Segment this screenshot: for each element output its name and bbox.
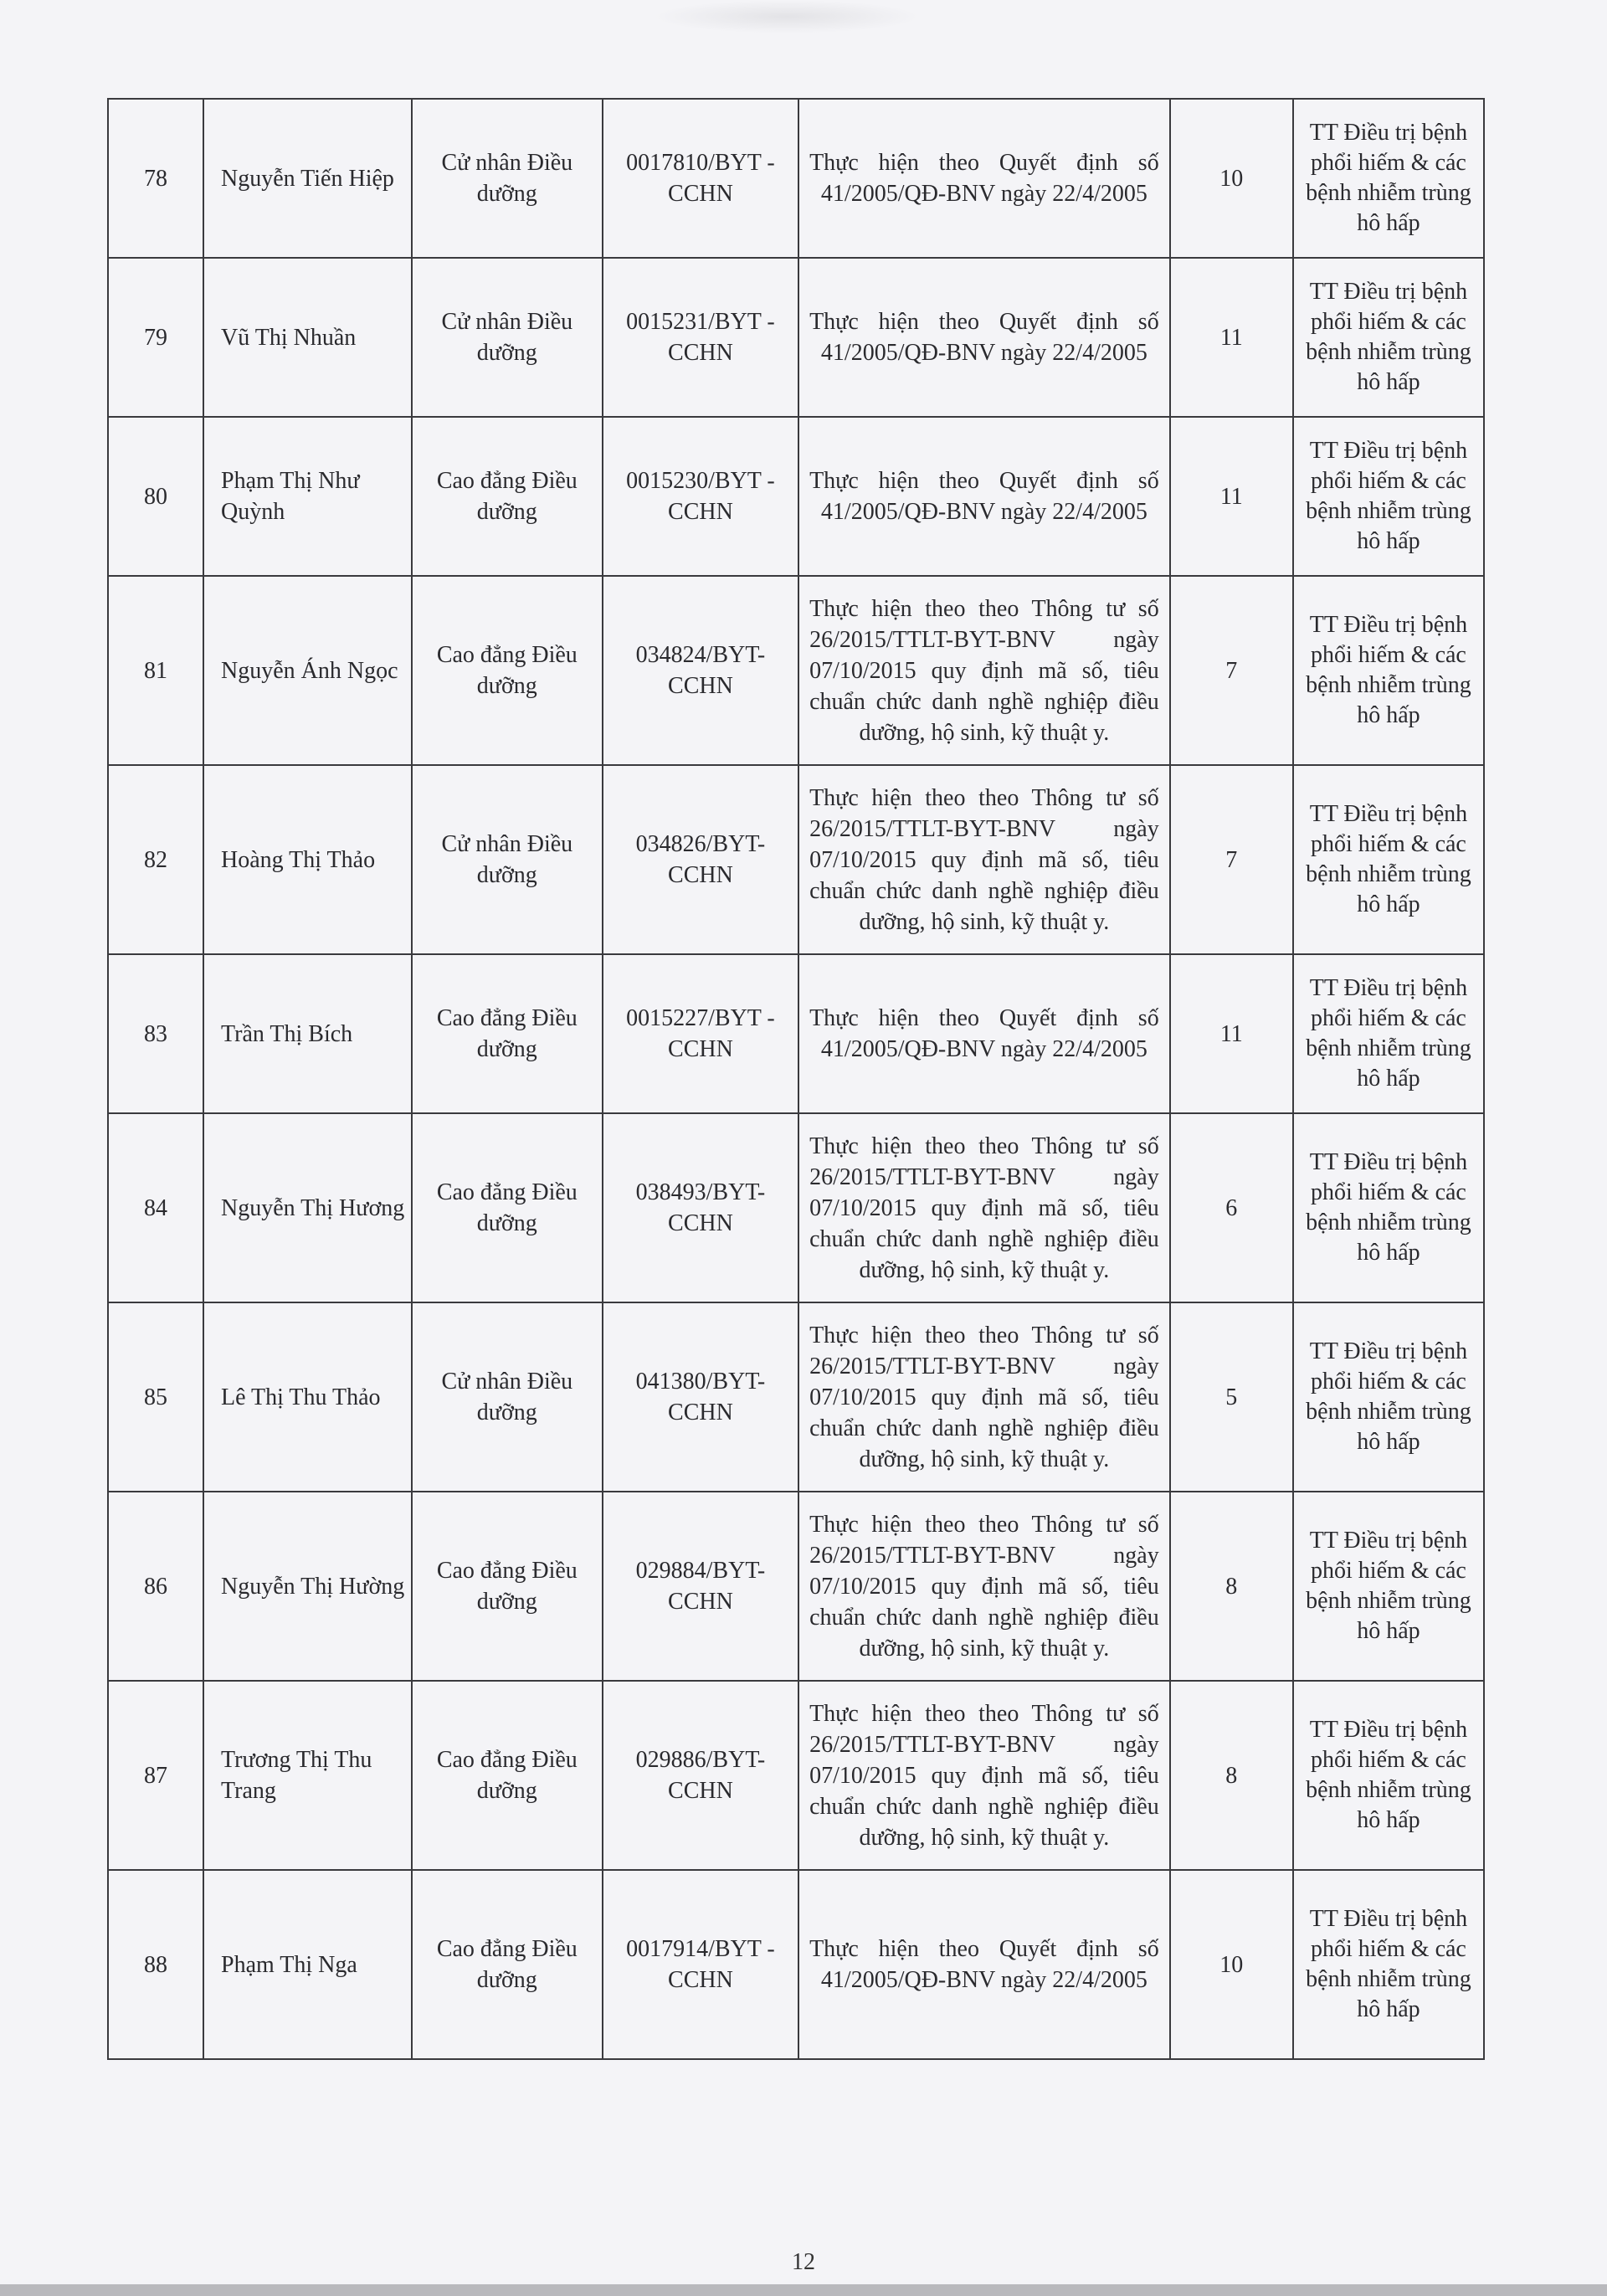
staff-name: Hoàng Thị Thảo: [203, 765, 412, 954]
legal-basis: Thực hiện theo Quyết định số 41/2005/QĐ-BNV ngày 22/4/2005: [798, 99, 1170, 258]
table-row: [108, 417, 1484, 576]
legal-basis: Thực hiện theo theo Thông tư số 26/2015/TTLT-BYT-BNV ngày 07/10/2015 quy định mã số, tiêu chuẩn chức danh nghề nghiệp điều dưỡng, hộ sinh, kỹ thuật y.: [798, 1302, 1170, 1492]
staff-name: Nguyễn Tiến Hiệp: [203, 99, 412, 258]
department: TT Điều trị bệnh phổi hiếm & các bệnh nhiễm trùng hô hấp: [1293, 1870, 1484, 2059]
department: TT Điều trị bệnh phổi hiếm & các bệnh nhiễm trùng hô hấp: [1293, 99, 1484, 258]
row-number: 79: [108, 258, 203, 417]
department: TT Điều trị bệnh phổi hiếm & các bệnh nhiễm trùng hô hấp: [1293, 765, 1484, 954]
legal-basis: Thực hiện theo Quyết định số 41/2005/QĐ-BNV ngày 22/4/2005: [798, 417, 1170, 576]
qualification: Cao đẳng Điều dưỡng: [412, 576, 603, 765]
department: TT Điều trị bệnh phổi hiếm & các bệnh nhiễm trùng hô hấp: [1293, 1302, 1484, 1492]
page-number: 12: [792, 2249, 815, 2275]
table-row: [108, 1302, 1484, 1492]
qualification: Cử nhân Điều dưỡng: [412, 99, 603, 258]
certificate-number: 029886/BYT-CCHN: [603, 1681, 798, 1870]
row-number: 81: [108, 576, 203, 765]
certificate-number: 034824/BYT-CCHN: [603, 576, 798, 765]
table-row: [108, 99, 1484, 258]
row-number: 83: [108, 954, 203, 1113]
department: TT Điều trị bệnh phổi hiếm & các bệnh nhiễm trùng hô hấp: [1293, 954, 1484, 1113]
legal-basis: Thực hiện theo theo Thông tư số 26/2015/TTLT-BYT-BNV ngày 07/10/2015 quy định mã số, tiêu chuẩn chức danh nghề nghiệp điều dưỡng, hộ sinh, kỹ thuật y.: [798, 765, 1170, 954]
staff-name: Phạm Thị Nga: [203, 1870, 412, 2059]
row-number: 80: [108, 417, 203, 576]
table-row: [108, 258, 1484, 417]
table-row: [108, 576, 1484, 765]
certificate-number: 041380/BYT-CCHN: [603, 1302, 798, 1492]
years-of-service: 11: [1170, 417, 1293, 576]
legal-basis: Thực hiện theo Quyết định số 41/2005/QĐ-BNV ngày 22/4/2005: [798, 1870, 1170, 2059]
qualification: Cao đẳng Điều dưỡng: [412, 1870, 603, 2059]
row-number: 88: [108, 1870, 203, 2059]
legal-basis: Thực hiện theo theo Thông tư số 26/2015/TTLT-BYT-BNV ngày 07/10/2015 quy định mã số, tiêu chuẩn chức danh nghề nghiệp điều dưỡng, hộ sinh, kỹ thuật y.: [798, 576, 1170, 765]
table-row: [108, 765, 1484, 954]
years-of-service: 10: [1170, 1870, 1293, 2059]
table-row: [108, 1870, 1484, 2059]
certificate-number: 034826/BYT-CCHN: [603, 765, 798, 954]
years-of-service: 6: [1170, 1113, 1293, 1302]
staff-register-table: [107, 98, 1485, 2060]
legal-basis: Thực hiện theo theo Thông tư số 26/2015/TTLT-BYT-BNV ngày 07/10/2015 quy định mã số, tiêu chuẩn chức danh nghề nghiệp điều dưỡng, hộ sinh, kỹ thuật y.: [798, 1492, 1170, 1681]
department: TT Điều trị bệnh phổi hiếm & các bệnh nhiễm trùng hô hấp: [1293, 258, 1484, 417]
qualification: Cử nhân Điều dưỡng: [412, 1302, 603, 1492]
legal-basis: Thực hiện theo theo Thông tư số 26/2015/TTLT-BYT-BNV ngày 07/10/2015 quy định mã số, tiêu chuẩn chức danh nghề nghiệp điều dưỡng, hộ sinh, kỹ thuật y.: [798, 1113, 1170, 1302]
years-of-service: 8: [1170, 1681, 1293, 1870]
years-of-service: 11: [1170, 954, 1293, 1113]
scan-artifact: [653, 0, 921, 33]
legal-basis: Thực hiện theo theo Thông tư số 26/2015/TTLT-BYT-BNV ngày 07/10/2015 quy định mã số, tiêu chuẩn chức danh nghề nghiệp điều dưỡng, hộ sinh, kỹ thuật y.: [798, 1681, 1170, 1870]
years-of-service: 8: [1170, 1492, 1293, 1681]
table-row: [108, 954, 1484, 1113]
staff-name: Nguyễn Thị Hường: [203, 1492, 412, 1681]
table-row: [108, 1681, 1484, 1870]
certificate-number: 0015230/BYT -CCHN: [603, 417, 798, 576]
staff-name: Nguyễn Ánh Ngọc: [203, 576, 412, 765]
qualification: Cao đẳng Điều dưỡng: [412, 417, 603, 576]
years-of-service: 7: [1170, 576, 1293, 765]
department: TT Điều trị bệnh phổi hiếm & các bệnh nhiễm trùng hô hấp: [1293, 1681, 1484, 1870]
certificate-number: 0017914/BYT -CCHN: [603, 1870, 798, 2059]
legal-basis: Thực hiện theo Quyết định số 41/2005/QĐ-BNV ngày 22/4/2005: [798, 258, 1170, 417]
staff-name: Lê Thị Thu Thảo: [203, 1302, 412, 1492]
certificate-number: 0015231/BYT -CCHN: [603, 258, 798, 417]
certificate-number: 038493/BYT-CCHN: [603, 1113, 798, 1302]
legal-basis: Thực hiện theo Quyết định số 41/2005/QĐ-BNV ngày 22/4/2005: [798, 954, 1170, 1113]
qualification: Cao đẳng Điều dưỡng: [412, 1113, 603, 1302]
qualification: Cử nhân Điều dưỡng: [412, 765, 603, 954]
certificate-number: 029884/BYT-CCHN: [603, 1492, 798, 1681]
qualification: Cử nhân Điều dưỡng: [412, 258, 603, 417]
row-number: 86: [108, 1492, 203, 1681]
certificate-number: 0015227/BYT -CCHN: [603, 954, 798, 1113]
department: TT Điều trị bệnh phổi hiếm & các bệnh nhiễm trùng hô hấp: [1293, 1492, 1484, 1681]
years-of-service: 10: [1170, 99, 1293, 258]
staff-name: Trương Thị Thu Trang: [203, 1681, 412, 1870]
row-number: 78: [108, 99, 203, 258]
row-number: 85: [108, 1302, 203, 1492]
table-row: [108, 1492, 1484, 1681]
table-row: [108, 1113, 1484, 1302]
staff-name: Phạm Thị Như Quỳnh: [203, 417, 412, 576]
staff-name: Vũ Thị Nhuần: [203, 258, 412, 417]
qualification: Cao đẳng Điều dưỡng: [412, 1681, 603, 1870]
years-of-service: 7: [1170, 765, 1293, 954]
row-number: 87: [108, 1681, 203, 1870]
department: TT Điều trị bệnh phổi hiếm & các bệnh nhiễm trùng hô hấp: [1293, 576, 1484, 765]
staff-name: Nguyễn Thị Hương: [203, 1113, 412, 1302]
qualification: Cao đẳng Điều dưỡng: [412, 954, 603, 1113]
years-of-service: 5: [1170, 1302, 1293, 1492]
row-number: 82: [108, 765, 203, 954]
department: TT Điều trị bệnh phổi hiếm & các bệnh nhiễm trùng hô hấp: [1293, 417, 1484, 576]
department: TT Điều trị bệnh phổi hiếm & các bệnh nhiễm trùng hô hấp: [1293, 1113, 1484, 1302]
certificate-number: 0017810/BYT -CCHN: [603, 99, 798, 258]
row-number: 84: [108, 1113, 203, 1302]
staff-name: Trần Thị Bích: [203, 954, 412, 1113]
scan-bottom-edge: [0, 2284, 1607, 2296]
years-of-service: 11: [1170, 258, 1293, 417]
qualification: Cao đẳng Điều dưỡng: [412, 1492, 603, 1681]
